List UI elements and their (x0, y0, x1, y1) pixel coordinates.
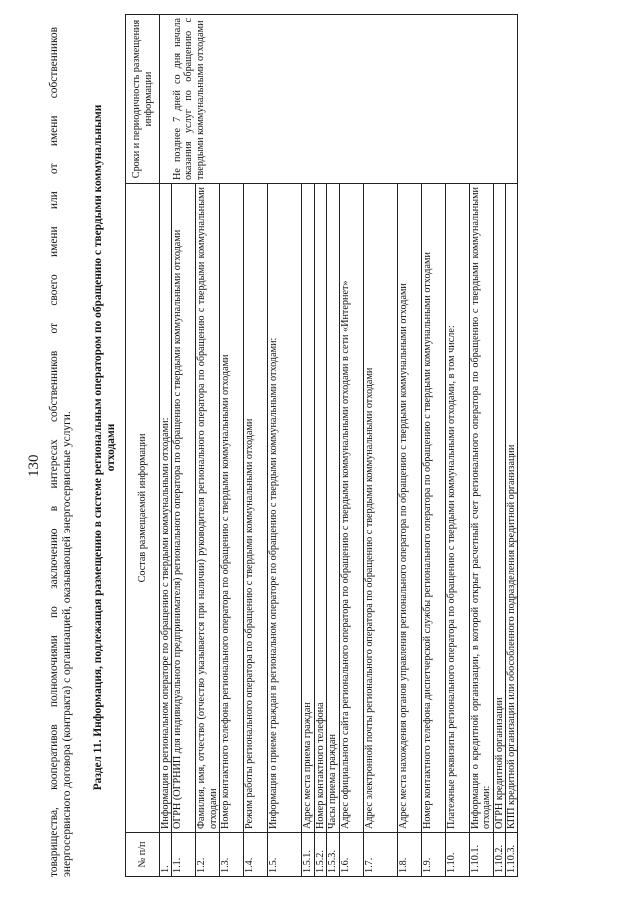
rotated-scan (24, 10, 624, 895)
terms-text: Не позднее 7 дней со дня начала оказания услуг по обращению с твердыми коммунальными отходами (172, 18, 206, 180)
row-number: 1.2. (196, 833, 220, 877)
header-terms: Сроки и периодичность размещения информации (126, 15, 160, 184)
row-number: 1.8. (397, 833, 421, 877)
row-number: 1.10.2. (493, 833, 505, 877)
intro-line-2: энергосервисного договора (контракта) с организацией, оказывающей энергосервисные услуги. (61, 411, 73, 877)
row-number: 1.3. (220, 833, 244, 877)
table-header-row (126, 15, 160, 877)
row-number: 1.6. (339, 833, 363, 877)
row-description: Информация о кредитной организации, в которой открыт расчетный счет регионального оператора по обращению с твердыми коммунальными отходами: (469, 184, 493, 833)
row-number: 1.5.2. (314, 833, 326, 877)
row-description: Номер контактного телефона регионального оператора по обращению с твердыми коммунальными отходами (220, 184, 244, 833)
row-number: 1.5.3. (327, 833, 339, 877)
section-title-line-2: отходами (105, 423, 117, 472)
section-title (92, 40, 118, 855)
header-number: № п/п (126, 833, 160, 877)
row-description: Режим работы регионального оператора по обращению с твердыми коммунальными отходами (244, 184, 268, 833)
row-description: Номер контактного телефона (314, 184, 326, 833)
row-description: Адрес места приема граждан (302, 184, 314, 833)
table-row (160, 15, 172, 877)
row-description: Фамилия, имя, отчество (отчество указывается при наличии) руководителя регионального оператора по обращению с твердыми коммунальными отходами (196, 184, 220, 833)
row-description: ОГРН кредитной организации (493, 184, 505, 833)
row-number: 1.5. (268, 833, 302, 877)
row-description: Часы приема граждан (327, 184, 339, 833)
row-number: 1.4. (244, 833, 268, 877)
row-number: 1.10.3. (506, 833, 518, 877)
row-description: Информация о приеме граждан в региональном операторе по обращению с твердыми коммунальными отходами: (268, 184, 302, 833)
section-title-line-1: Раздел 11. Информация, подлежащая размещению в системе региональным оператором по обращению с твердыми коммунальными (92, 104, 104, 791)
row-description: Платежные реквизиты регионального оператора по обращению с твердыми коммунальными отходами, в том числе: (445, 184, 469, 833)
intro-line-1: товарищества, кооперативов полномочиями по заключению в интересах собственников от своего имени или от имени собственников (48, 27, 60, 877)
header-content: Состав размещаемой информации (126, 184, 160, 833)
row-number: 1.5.1. (302, 833, 314, 877)
row-description: ОГРН (ОГРНИП для индивидуального предпринимателя) регионального оператора по обращению с твердыми коммунальными отходами (172, 184, 196, 833)
row-number: 1.10.1. (469, 833, 493, 877)
row-number: 1.10. (445, 833, 469, 877)
row-number: 1.9. (421, 833, 445, 877)
row-description: КПП кредитной организации или обособленного подразделения кредитной организации (506, 184, 518, 833)
row-description: Адрес электронной почты регионального оператора по обращению с твердыми коммунальными отходами (363, 184, 397, 833)
information-table (125, 14, 518, 877)
row-number: 1. (160, 833, 172, 877)
page-number: 130 (26, 454, 42, 477)
terms-cell (160, 15, 518, 184)
intro-paragraph (48, 27, 74, 877)
row-description: Адрес официального сайта регионального оператора по обращению с твердыми коммунальными отходами в сети «Интернет» (339, 184, 363, 833)
row-number: 1.7. (363, 833, 397, 877)
row-description: Адрес места нахождения органов управления регионального оператора по обращению с твердыми коммунальными отходами (397, 184, 421, 833)
row-description: Номер контактного телефона диспетчерской службы регионального оператора по обращению с твердыми коммунальными отходами (421, 184, 445, 833)
row-description: Информация о региональном операторе по обращению с твердыми коммунальными отходами: (160, 184, 172, 833)
row-number: 1.1. (172, 833, 196, 877)
